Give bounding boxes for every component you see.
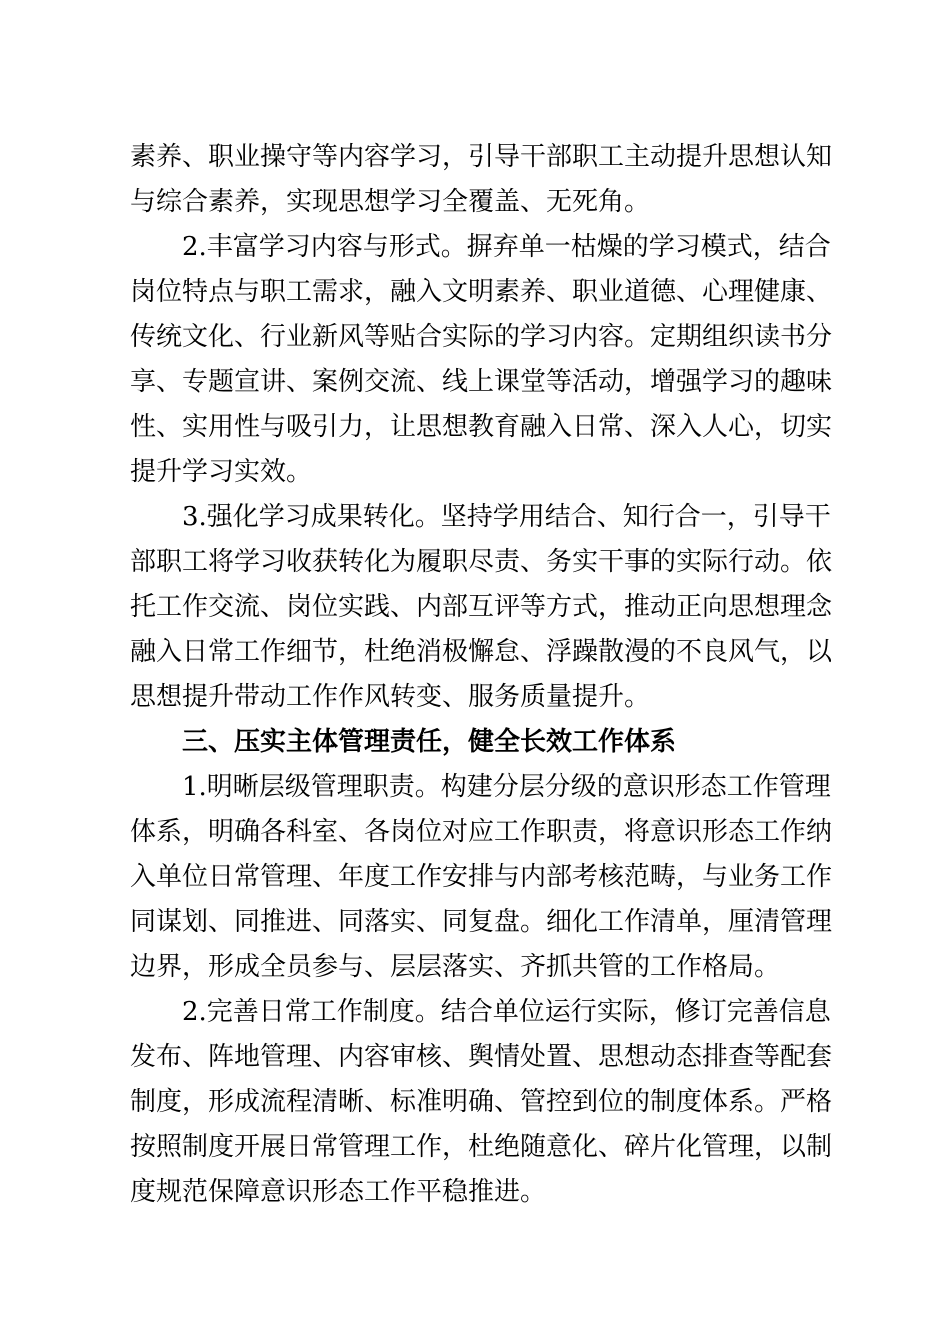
- document-body: [130, 135, 833, 1215]
- body-text-line: 按照制度开展日常管理工作，杜绝随意化、碎片化管理，以制: [130, 1132, 833, 1162]
- body-text-line: 部职工将学习收获转化为履职尽责、务实干事的实际行动。依: [130, 547, 833, 577]
- paragraph-first-line: 2.丰富学习内容与形式。摒弃单一枯燥的学习模式，结合: [182, 232, 831, 262]
- section-heading: 三、压实主体管理责任，健全长效工作体系: [182, 727, 677, 757]
- body-text-line: 发布、阵地管理、内容审核、舆情处置、思想动态排查等配套: [130, 1042, 833, 1072]
- body-text-line: 传统文化、行业新风等贴合实际的学习内容。定期组织读书分: [130, 322, 833, 352]
- body-text-line: 入单位日常管理、年度工作安排与内部考核范畴，与业务工作: [130, 862, 833, 892]
- body-text-line: 融入日常工作细节，杜绝消极懈怠、浮躁散漫的不良风气，以: [130, 637, 833, 667]
- body-text-line: 边界，形成全员参与、层层落实、齐抓共管的工作格局。: [130, 952, 781, 982]
- body-text-line: 享、专题宣讲、案例交流、线上课堂等活动，增强学习的趣味: [130, 367, 833, 397]
- paragraph-first-line: 2.完善日常工作制度。结合单位运行实际，修订完善信息: [182, 997, 831, 1027]
- body-text-line: 与综合素养，实现思想学习全覆盖、无死角。: [130, 187, 651, 217]
- body-text-line: 制度，形成流程清晰、标准明确、管控到位的制度体系。严格: [130, 1087, 833, 1117]
- body-text-line: 体系，明确各科室、各岗位对应工作职责，将意识形态工作纳: [130, 817, 833, 847]
- paragraph-first-line: 3.强化学习成果转化。坚持学用结合、知行合一，引导干: [182, 502, 831, 532]
- body-text-line: 度规范保障意识形态工作平稳推进。: [130, 1177, 547, 1207]
- body-text-line: 岗位特点与职工需求，融入文明素养、职业道德、心理健康、: [130, 277, 833, 307]
- body-text-line: 思想提升带动工作作风转变、服务质量提升。: [130, 682, 651, 712]
- body-text-line: 性、实用性与吸引力，让思想教育融入日常、深入人心，切实: [130, 412, 833, 442]
- body-text-line: 提升学习实效。: [130, 457, 313, 487]
- paragraph-first-line: 1.明晰层级管理职责。构建分层分级的意识形态工作管理: [182, 772, 831, 802]
- body-text-line: 同谋划、同推进、同落实、同复盘。细化工作清单，厘清管理: [130, 907, 833, 937]
- body-text-line: 素养、职业操守等内容学习，引导干部职工主动提升思想认知: [130, 142, 833, 172]
- body-text-line: 托工作交流、岗位实践、内部互评等方式，推动正向思想理念: [130, 592, 833, 622]
